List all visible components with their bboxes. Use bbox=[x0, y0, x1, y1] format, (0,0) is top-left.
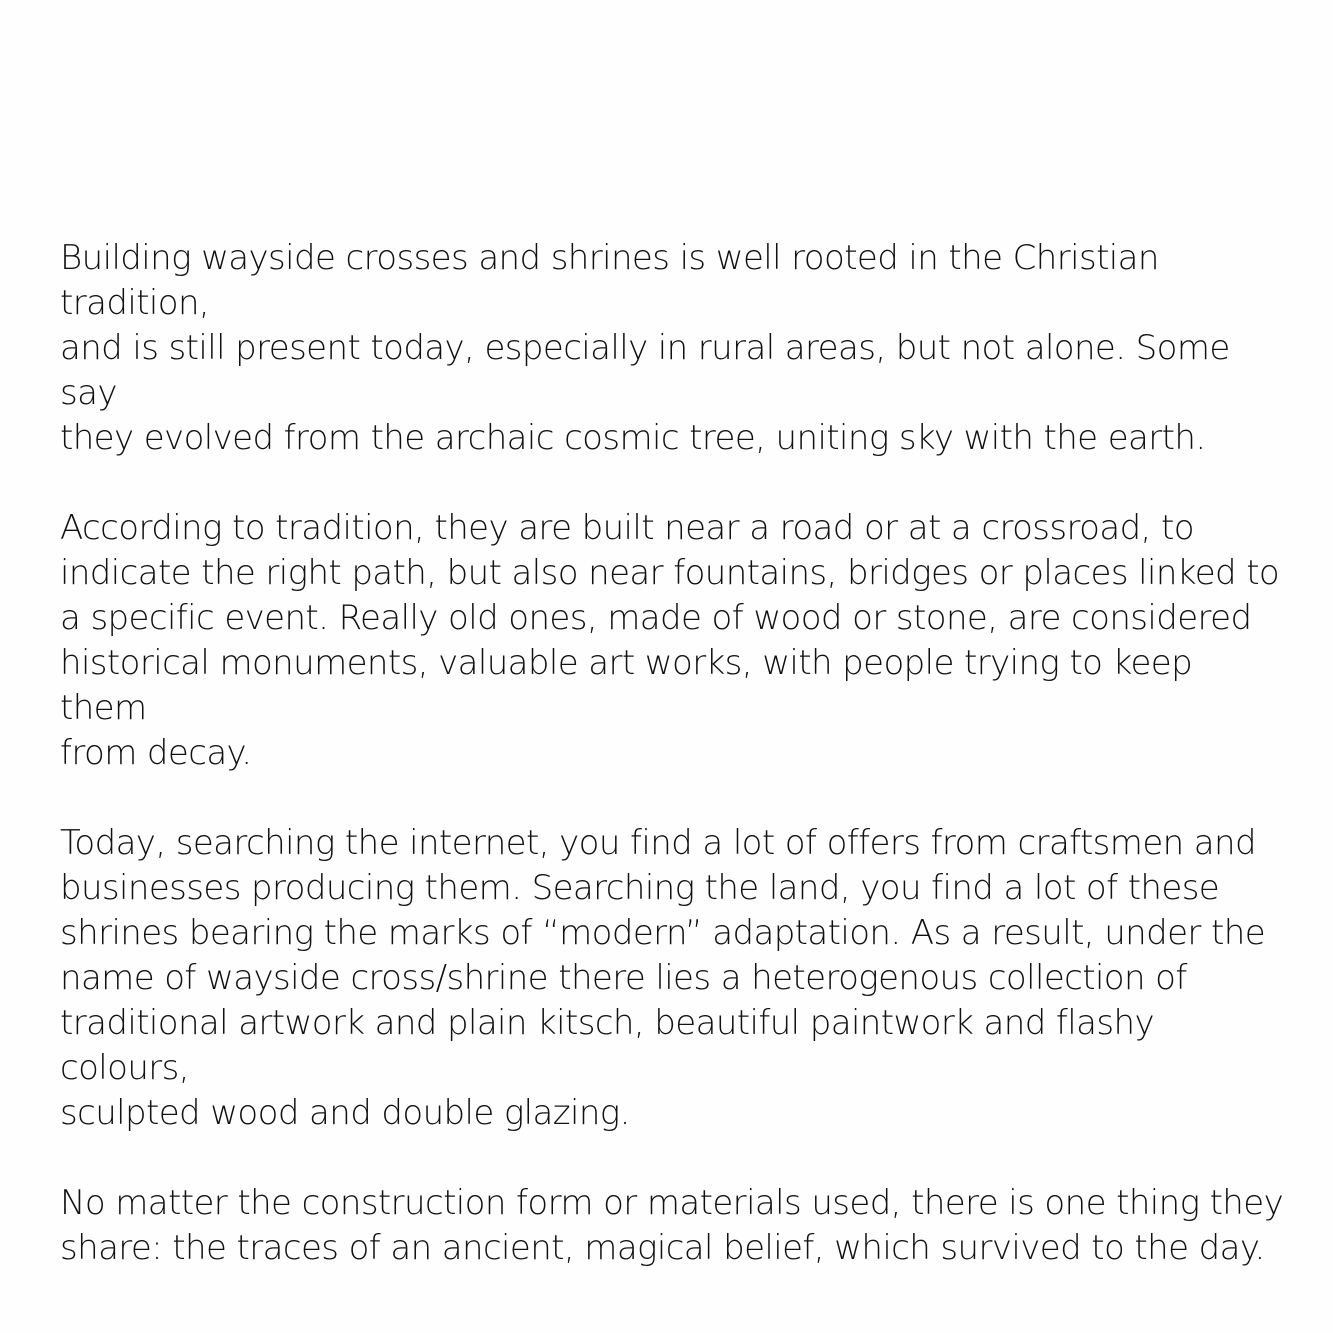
paragraph-4: No matter the construction form or materials used, there is one thing they share: the traces of an ancient, magical belief, which survived to the day. bbox=[60, 1183, 1284, 1268]
paragraph-1: Building wayside crosses and shrines is well rooted in the Christian tradition, and is still present today, especially in rural areas, but not alone. Some say they evolved from the archaic cosmic tree, uniting sky with the earth. bbox=[60, 238, 1230, 458]
article-text bbox=[60, 236, 1285, 1271]
paragraph-3: Today, searching the internet, you find a lot of offers from craftsmen and businesses producing them. Searching the land, you find a lot of these shrines bearing the marks of “modern” adaptation. As a result, under the name of wayside cross/shrine there lies a heterogenous collection of traditional artwork and plain kitsch, beautiful paintwork and flashy colours, sculpted wood and double glazing. bbox=[60, 823, 1266, 1133]
paragraph-2: According to tradition, they are built near a road or at a crossroad, to indicate the right path, but also near fountains, bridges or places linked to a specific event. Really old ones, made of wood or stone, are considered historical monuments, valuable art works, with people trying to keep them from decay. bbox=[60, 508, 1280, 773]
